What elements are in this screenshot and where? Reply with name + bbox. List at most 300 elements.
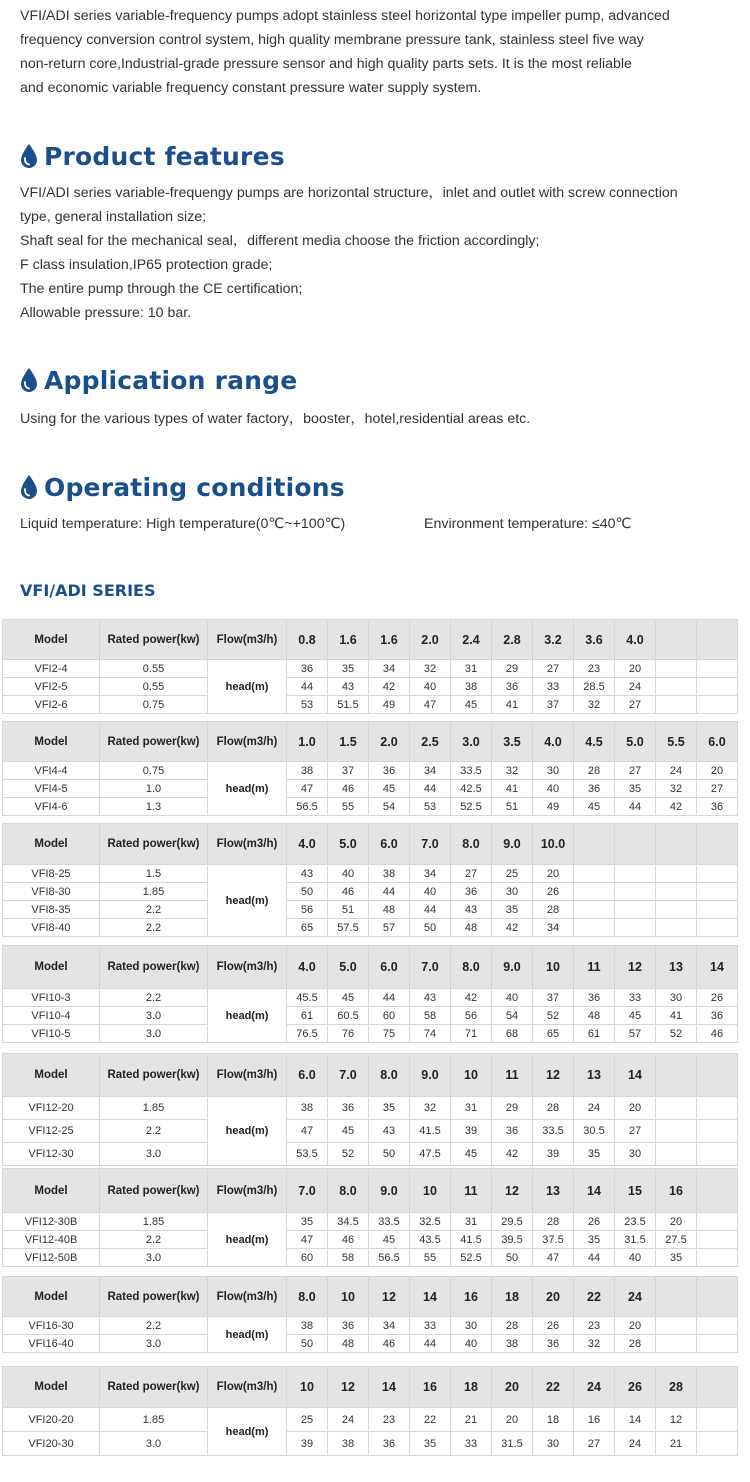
flow-value-header: 1.6 — [369, 620, 410, 660]
head-value-cell: 24 — [615, 1432, 656, 1456]
head-value-cell: 42 — [451, 989, 492, 1007]
table-row — [3, 1120, 738, 1143]
head-value-cell: 32.5 — [410, 1213, 451, 1231]
head-value-cell: 28 — [615, 1335, 656, 1353]
head-value-cell: 33.5 — [369, 1213, 410, 1231]
head-value-cell: 27 — [615, 696, 656, 714]
head-value-cell: 38 — [287, 762, 328, 780]
head-value-cell: 35 — [410, 1432, 451, 1456]
flow-value-header: 3.0 — [451, 722, 492, 762]
head-value-cell — [697, 1408, 738, 1432]
head-value-cell: 36 — [451, 883, 492, 901]
flow-value-header: 10 — [287, 1367, 328, 1408]
head-value-cell: 30 — [615, 1143, 656, 1166]
water-drop-icon — [20, 474, 38, 500]
head-value-cell: 50 — [410, 919, 451, 937]
flow-header: Flow(m3/h) — [208, 1054, 287, 1097]
flow-value-header: 3.5 — [492, 722, 533, 762]
flow-value-header — [615, 824, 656, 865]
head-value-cell: 38 — [287, 1317, 328, 1335]
head-value-cell: 56 — [451, 1007, 492, 1025]
flow-value-header: 24 — [615, 1277, 656, 1317]
head-value-cell: 71 — [451, 1025, 492, 1043]
head-value-cell: 16 — [574, 1408, 615, 1432]
flow-header: Flow(m3/h) — [208, 1277, 287, 1317]
table-row — [3, 1007, 738, 1025]
flow-value-header: 12 — [615, 946, 656, 989]
head-value-cell: 45 — [369, 780, 410, 798]
power-header: Rated power(kw) — [100, 1367, 208, 1408]
flow-value-header: 0.8 — [287, 620, 328, 660]
flow-value-header: 9.0 — [410, 1054, 451, 1097]
head-value-cell: 35 — [574, 1231, 615, 1249]
flow-value-header: 14 — [574, 1169, 615, 1213]
flow-value-header: 5.0 — [328, 824, 369, 865]
head-value-cell: 20 — [615, 660, 656, 678]
head-value-cell: 27 — [697, 780, 738, 798]
head-value-cell: 75 — [369, 1025, 410, 1043]
head-value-cell: 44 — [410, 901, 451, 919]
features-text — [20, 181, 740, 325]
flow-value-header: 6.0 — [369, 824, 410, 865]
flow-value-header: 10 — [451, 1054, 492, 1097]
flow-value-header: 18 — [451, 1367, 492, 1408]
flow-value-header: 14 — [410, 1277, 451, 1317]
application-text — [20, 407, 740, 431]
head-value-cell: 34 — [533, 919, 574, 937]
conditions-title: Operating conditions — [44, 472, 345, 502]
head-value-cell — [697, 865, 738, 883]
head-value-cell: 45 — [451, 1143, 492, 1166]
head-value-cell: 25 — [492, 865, 533, 883]
flow-value-header: 2.5 — [410, 722, 451, 762]
flow-header: Flow(m3/h) — [208, 824, 287, 865]
head-value-cell: 31 — [451, 1097, 492, 1120]
head-value-cell — [697, 1432, 738, 1456]
flow-value-header: 12 — [328, 1367, 369, 1408]
features-line: F class insulation,IP65 protection grade; — [20, 257, 273, 273]
flow-value-header: 20 — [533, 1277, 574, 1317]
head-value-cell: 33 — [533, 678, 574, 696]
head-value-cell — [697, 1213, 738, 1231]
head-value-cell: 43 — [328, 678, 369, 696]
flow-value-header: 4.0 — [533, 722, 574, 762]
head-value-cell: 36 — [287, 660, 328, 678]
head-value-cell: 28 — [574, 762, 615, 780]
head-value-cell: 29 — [492, 1097, 533, 1120]
flow-value-header: 6.0 — [369, 946, 410, 989]
head-value-cell: 34.5 — [328, 1213, 369, 1231]
flow-value-header: 1.5 — [328, 722, 369, 762]
flow-value-header: 16 — [656, 1169, 697, 1213]
flow-value-header: 10 — [410, 1169, 451, 1213]
head-value-cell: 55 — [410, 1249, 451, 1267]
head-value-cell: 23 — [369, 1408, 410, 1432]
head-value-cell: 43 — [451, 901, 492, 919]
flow-value-header: 8.0 — [287, 1277, 328, 1317]
head-value-cell: 33.5 — [533, 1120, 574, 1143]
table-header-row — [3, 722, 738, 762]
table-row — [3, 660, 738, 678]
head-value-cell: 65 — [287, 919, 328, 937]
features-title: Product features — [44, 141, 285, 171]
model-cell: VFI10-5 — [3, 1025, 100, 1043]
head-value-cell: 45 — [328, 989, 369, 1007]
flow-value-header: 9.0 — [492, 824, 533, 865]
flow-value-header: 6.0 — [697, 722, 738, 762]
head-value-cell: 43 — [287, 865, 328, 883]
head-value-cell: 18 — [533, 1408, 574, 1432]
head-value-cell: 36 — [574, 989, 615, 1007]
flow-value-header: 2.0 — [369, 722, 410, 762]
model-cell: VFI10-4 — [3, 1007, 100, 1025]
table-row — [3, 1025, 738, 1043]
head-value-cell: 28 — [492, 1317, 533, 1335]
power-header: Rated power(kw) — [100, 1054, 208, 1097]
flow-value-header — [656, 1054, 697, 1097]
head-value-cell: 45.5 — [287, 989, 328, 1007]
model-cell: VFI8-30 — [3, 883, 100, 901]
head-value-cell: 36 — [492, 678, 533, 696]
table-row — [3, 1432, 738, 1456]
flow-value-header — [656, 620, 697, 660]
flow-value-header: 22 — [574, 1277, 615, 1317]
head-value-cell — [697, 919, 738, 937]
power-header: Rated power(kw) — [100, 824, 208, 865]
application-heading — [20, 362, 297, 398]
head-value-cell — [697, 901, 738, 919]
head-value-cell: 48 — [451, 919, 492, 937]
head-value-cell: 26 — [533, 1317, 574, 1335]
table-row — [3, 762, 738, 780]
head-value-cell — [615, 901, 656, 919]
head-label-cell: head(m) — [208, 989, 287, 1043]
head-value-cell: 30 — [451, 1317, 492, 1335]
head-label-cell: head(m) — [208, 865, 287, 937]
table-header-row — [3, 1277, 738, 1317]
environment-temperature: Environment temperature: ≤40℃ — [424, 516, 632, 532]
head-value-cell: 42 — [369, 678, 410, 696]
head-value-cell: 40 — [533, 780, 574, 798]
head-value-cell: 56 — [287, 901, 328, 919]
table-header-row — [3, 824, 738, 865]
head-value-cell: 29.5 — [492, 1213, 533, 1231]
intro-line: and economic variable frequency constant pressure water supply system. — [20, 80, 482, 96]
features-line: Shaft seal for the mechanical seal，different media choose the friction accordingly; — [20, 233, 540, 249]
flow-value-header: 9.0 — [492, 946, 533, 989]
model-cell: VFI12-20 — [3, 1097, 100, 1120]
head-value-cell — [656, 883, 697, 901]
head-value-cell: 35 — [615, 780, 656, 798]
head-value-cell: 34 — [410, 865, 451, 883]
head-value-cell: 20 — [697, 762, 738, 780]
head-value-cell: 20 — [615, 1317, 656, 1335]
head-label-cell: head(m) — [208, 1097, 287, 1166]
water-drop-icon — [20, 143, 38, 169]
power-cell: 3.0 — [100, 1335, 208, 1353]
head-value-cell: 47 — [287, 1120, 328, 1143]
head-value-cell: 58 — [410, 1007, 451, 1025]
head-value-cell: 47 — [287, 1231, 328, 1249]
head-value-cell — [697, 678, 738, 696]
head-value-cell — [615, 883, 656, 901]
head-value-cell: 41.5 — [451, 1231, 492, 1249]
head-value-cell: 32 — [574, 1335, 615, 1353]
flow-header: Flow(m3/h) — [208, 1169, 287, 1213]
flow-value-header — [697, 824, 738, 865]
series-title: VFI/ADI SERIES — [20, 581, 156, 600]
table-header-row — [3, 946, 738, 989]
features-line: VFI/ADI series variable-frequengy pumps are horizontal structure，inlet and outlet with screw connection — [20, 185, 678, 201]
power-cell: 2.2 — [100, 919, 208, 937]
flow-value-header: 2.4 — [451, 620, 492, 660]
power-cell: 2.2 — [100, 1317, 208, 1335]
head-value-cell — [656, 1097, 697, 1120]
head-value-cell: 26 — [574, 1213, 615, 1231]
flow-value-header: 10 — [533, 946, 574, 989]
flow-value-header: 14 — [369, 1367, 410, 1408]
head-value-cell — [615, 865, 656, 883]
power-cell: 0.55 — [100, 678, 208, 696]
flow-value-header: 11 — [574, 946, 615, 989]
flow-value-header: 13 — [574, 1054, 615, 1097]
flow-value-header: 12 — [492, 1169, 533, 1213]
head-value-cell — [574, 883, 615, 901]
head-value-cell: 36 — [369, 762, 410, 780]
model-cell: VFI12-30 — [3, 1143, 100, 1166]
head-value-cell: 30 — [492, 883, 533, 901]
head-value-cell: 32 — [656, 780, 697, 798]
table-row — [3, 883, 738, 901]
model-header: Model — [3, 946, 100, 989]
head-value-cell: 37 — [533, 696, 574, 714]
flow-value-header: 4.0 — [287, 824, 328, 865]
power-header: Rated power(kw) — [100, 620, 208, 660]
power-cell: 2.2 — [100, 901, 208, 919]
power-cell: 3.0 — [100, 1007, 208, 1025]
head-value-cell: 54 — [369, 798, 410, 816]
head-value-cell: 46 — [697, 1025, 738, 1043]
head-value-cell: 25 — [287, 1408, 328, 1432]
model-header: Model — [3, 1367, 100, 1408]
head-value-cell: 56.5 — [369, 1249, 410, 1267]
head-value-cell: 52 — [656, 1025, 697, 1043]
head-value-cell — [656, 678, 697, 696]
flow-value-header — [697, 1169, 738, 1213]
head-value-cell: 20 — [656, 1213, 697, 1231]
head-value-cell: 44 — [410, 780, 451, 798]
head-value-cell: 53 — [410, 798, 451, 816]
table-header-row — [3, 620, 738, 660]
head-value-cell: 30 — [533, 1432, 574, 1456]
head-value-cell: 23 — [574, 660, 615, 678]
head-value-cell: 29 — [492, 660, 533, 678]
head-value-cell: 57 — [615, 1025, 656, 1043]
head-value-cell: 61 — [574, 1025, 615, 1043]
model-cell: VFI4-6 — [3, 798, 100, 816]
flow-value-header — [656, 1277, 697, 1317]
head-value-cell: 41.5 — [410, 1120, 451, 1143]
head-value-cell: 41 — [492, 780, 533, 798]
head-value-cell: 52.5 — [451, 1249, 492, 1267]
head-value-cell: 27.5 — [656, 1231, 697, 1249]
head-value-cell: 32 — [410, 1097, 451, 1120]
head-value-cell: 38 — [369, 865, 410, 883]
power-cell: 0.75 — [100, 762, 208, 780]
flow-value-header: 8.0 — [451, 824, 492, 865]
head-value-cell — [656, 1335, 697, 1353]
head-value-cell: 45 — [574, 798, 615, 816]
flow-value-header: 10 — [328, 1277, 369, 1317]
head-value-cell: 74 — [410, 1025, 451, 1043]
head-value-cell: 36 — [328, 1317, 369, 1335]
flow-value-header: 7.0 — [410, 946, 451, 989]
head-label-cell: head(m) — [208, 762, 287, 816]
flow-value-header: 8.0 — [451, 946, 492, 989]
head-value-cell: 50 — [287, 1335, 328, 1353]
head-value-cell: 40 — [451, 1335, 492, 1353]
head-value-cell: 42 — [656, 798, 697, 816]
model-header: Model — [3, 1169, 100, 1213]
head-value-cell: 47 — [287, 780, 328, 798]
flow-value-header: 4.0 — [287, 946, 328, 989]
table-row — [3, 865, 738, 883]
head-value-cell — [656, 1120, 697, 1143]
head-value-cell: 26 — [533, 883, 574, 901]
head-value-cell: 52 — [533, 1007, 574, 1025]
liquid-temperature: Liquid temperature: High temperature(0℃~+100℃) — [20, 516, 346, 532]
table-row — [3, 780, 738, 798]
head-value-cell — [656, 901, 697, 919]
intro-line: non-return core,Industrial-grade pressure sensor and high quality parts sets. It is the most reliable — [20, 56, 632, 72]
head-value-cell: 23.5 — [615, 1213, 656, 1231]
table-row — [3, 696, 738, 714]
model-cell: VFI16-40 — [3, 1335, 100, 1353]
head-value-cell: 40 — [492, 989, 533, 1007]
head-value-cell: 44 — [410, 1335, 451, 1353]
head-value-cell: 42 — [492, 1143, 533, 1166]
flow-value-header: 6.0 — [287, 1054, 328, 1097]
head-value-cell: 51 — [492, 798, 533, 816]
head-value-cell: 47 — [410, 696, 451, 714]
head-value-cell — [697, 883, 738, 901]
head-value-cell: 30 — [533, 762, 574, 780]
model-cell: VFI8-35 — [3, 901, 100, 919]
head-value-cell: 31 — [451, 1213, 492, 1231]
head-value-cell: 31 — [451, 660, 492, 678]
head-value-cell: 76.5 — [287, 1025, 328, 1043]
head-value-cell: 43 — [410, 989, 451, 1007]
head-label-cell: head(m) — [208, 1317, 287, 1353]
model-cell: VFI12-40B — [3, 1231, 100, 1249]
flow-value-header: 18 — [492, 1277, 533, 1317]
head-label-cell: head(m) — [208, 1213, 287, 1267]
flow-value-header: 2.0 — [410, 620, 451, 660]
head-value-cell — [656, 1317, 697, 1335]
head-value-cell: 24 — [656, 762, 697, 780]
model-cell: VFI4-5 — [3, 780, 100, 798]
model-cell: VFI16-30 — [3, 1317, 100, 1335]
head-value-cell: 31.5 — [615, 1231, 656, 1249]
head-value-cell — [697, 1097, 738, 1120]
head-value-cell — [697, 1120, 738, 1143]
head-value-cell: 60 — [287, 1249, 328, 1267]
flow-value-header: 11 — [492, 1054, 533, 1097]
flow-value-header: 16 — [410, 1367, 451, 1408]
head-value-cell: 54 — [492, 1007, 533, 1025]
flow-value-header: 7.0 — [287, 1169, 328, 1213]
head-value-cell: 28 — [533, 1213, 574, 1231]
flow-value-header: 12 — [369, 1277, 410, 1317]
head-value-cell: 46 — [328, 780, 369, 798]
flow-value-header: 5.5 — [656, 722, 697, 762]
table-row — [3, 919, 738, 937]
flow-header: Flow(m3/h) — [208, 722, 287, 762]
flow-value-header — [697, 1054, 738, 1097]
head-value-cell: 42 — [492, 919, 533, 937]
table-row — [3, 1213, 738, 1231]
flow-value-header: 3.2 — [533, 620, 574, 660]
head-value-cell: 60.5 — [328, 1007, 369, 1025]
head-value-cell: 32 — [574, 696, 615, 714]
head-value-cell: 37 — [328, 762, 369, 780]
spec-table — [2, 945, 738, 1043]
flow-value-header: 12 — [533, 1054, 574, 1097]
spec-table — [2, 1168, 738, 1267]
flow-value-header: 7.0 — [410, 824, 451, 865]
head-value-cell: 39.5 — [492, 1231, 533, 1249]
head-value-cell: 39 — [451, 1120, 492, 1143]
head-value-cell: 44 — [369, 883, 410, 901]
head-value-cell: 27 — [533, 660, 574, 678]
head-value-cell — [697, 1317, 738, 1335]
head-value-cell: 37 — [533, 989, 574, 1007]
head-value-cell: 14 — [615, 1408, 656, 1432]
head-value-cell: 32 — [492, 762, 533, 780]
head-value-cell: 52 — [328, 1143, 369, 1166]
head-value-cell: 50 — [369, 1143, 410, 1166]
head-value-cell — [656, 660, 697, 678]
head-value-cell: 24 — [328, 1408, 369, 1432]
head-value-cell — [574, 919, 615, 937]
flow-value-header: 10.0 — [533, 824, 574, 865]
conditions-heading — [20, 469, 345, 505]
head-value-cell: 57.5 — [328, 919, 369, 937]
spec-table — [2, 1276, 738, 1353]
head-value-cell: 28 — [533, 1097, 574, 1120]
head-value-cell: 49 — [369, 696, 410, 714]
intro-line: frequency conversion control system, high quality membrane pressure tank, stainless steel five way — [20, 32, 644, 48]
table-header-row — [3, 1169, 738, 1213]
flow-value-header: 26 — [615, 1367, 656, 1408]
head-value-cell — [615, 919, 656, 937]
model-cell: VFI2-4 — [3, 660, 100, 678]
power-header: Rated power(kw) — [100, 946, 208, 989]
flow-value-header: 14 — [615, 1054, 656, 1097]
head-label-cell: head(m) — [208, 660, 287, 714]
power-cell: 1.85 — [100, 1097, 208, 1120]
head-value-cell: 31.5 — [492, 1432, 533, 1456]
head-value-cell — [656, 919, 697, 937]
spec-table — [2, 823, 738, 937]
power-cell: 1.85 — [100, 1213, 208, 1231]
flow-header: Flow(m3/h) — [208, 946, 287, 989]
head-value-cell: 41 — [492, 696, 533, 714]
head-value-cell: 36 — [697, 1007, 738, 1025]
intro-paragraph — [20, 4, 740, 100]
head-value-cell: 51 — [328, 901, 369, 919]
head-value-cell — [656, 696, 697, 714]
